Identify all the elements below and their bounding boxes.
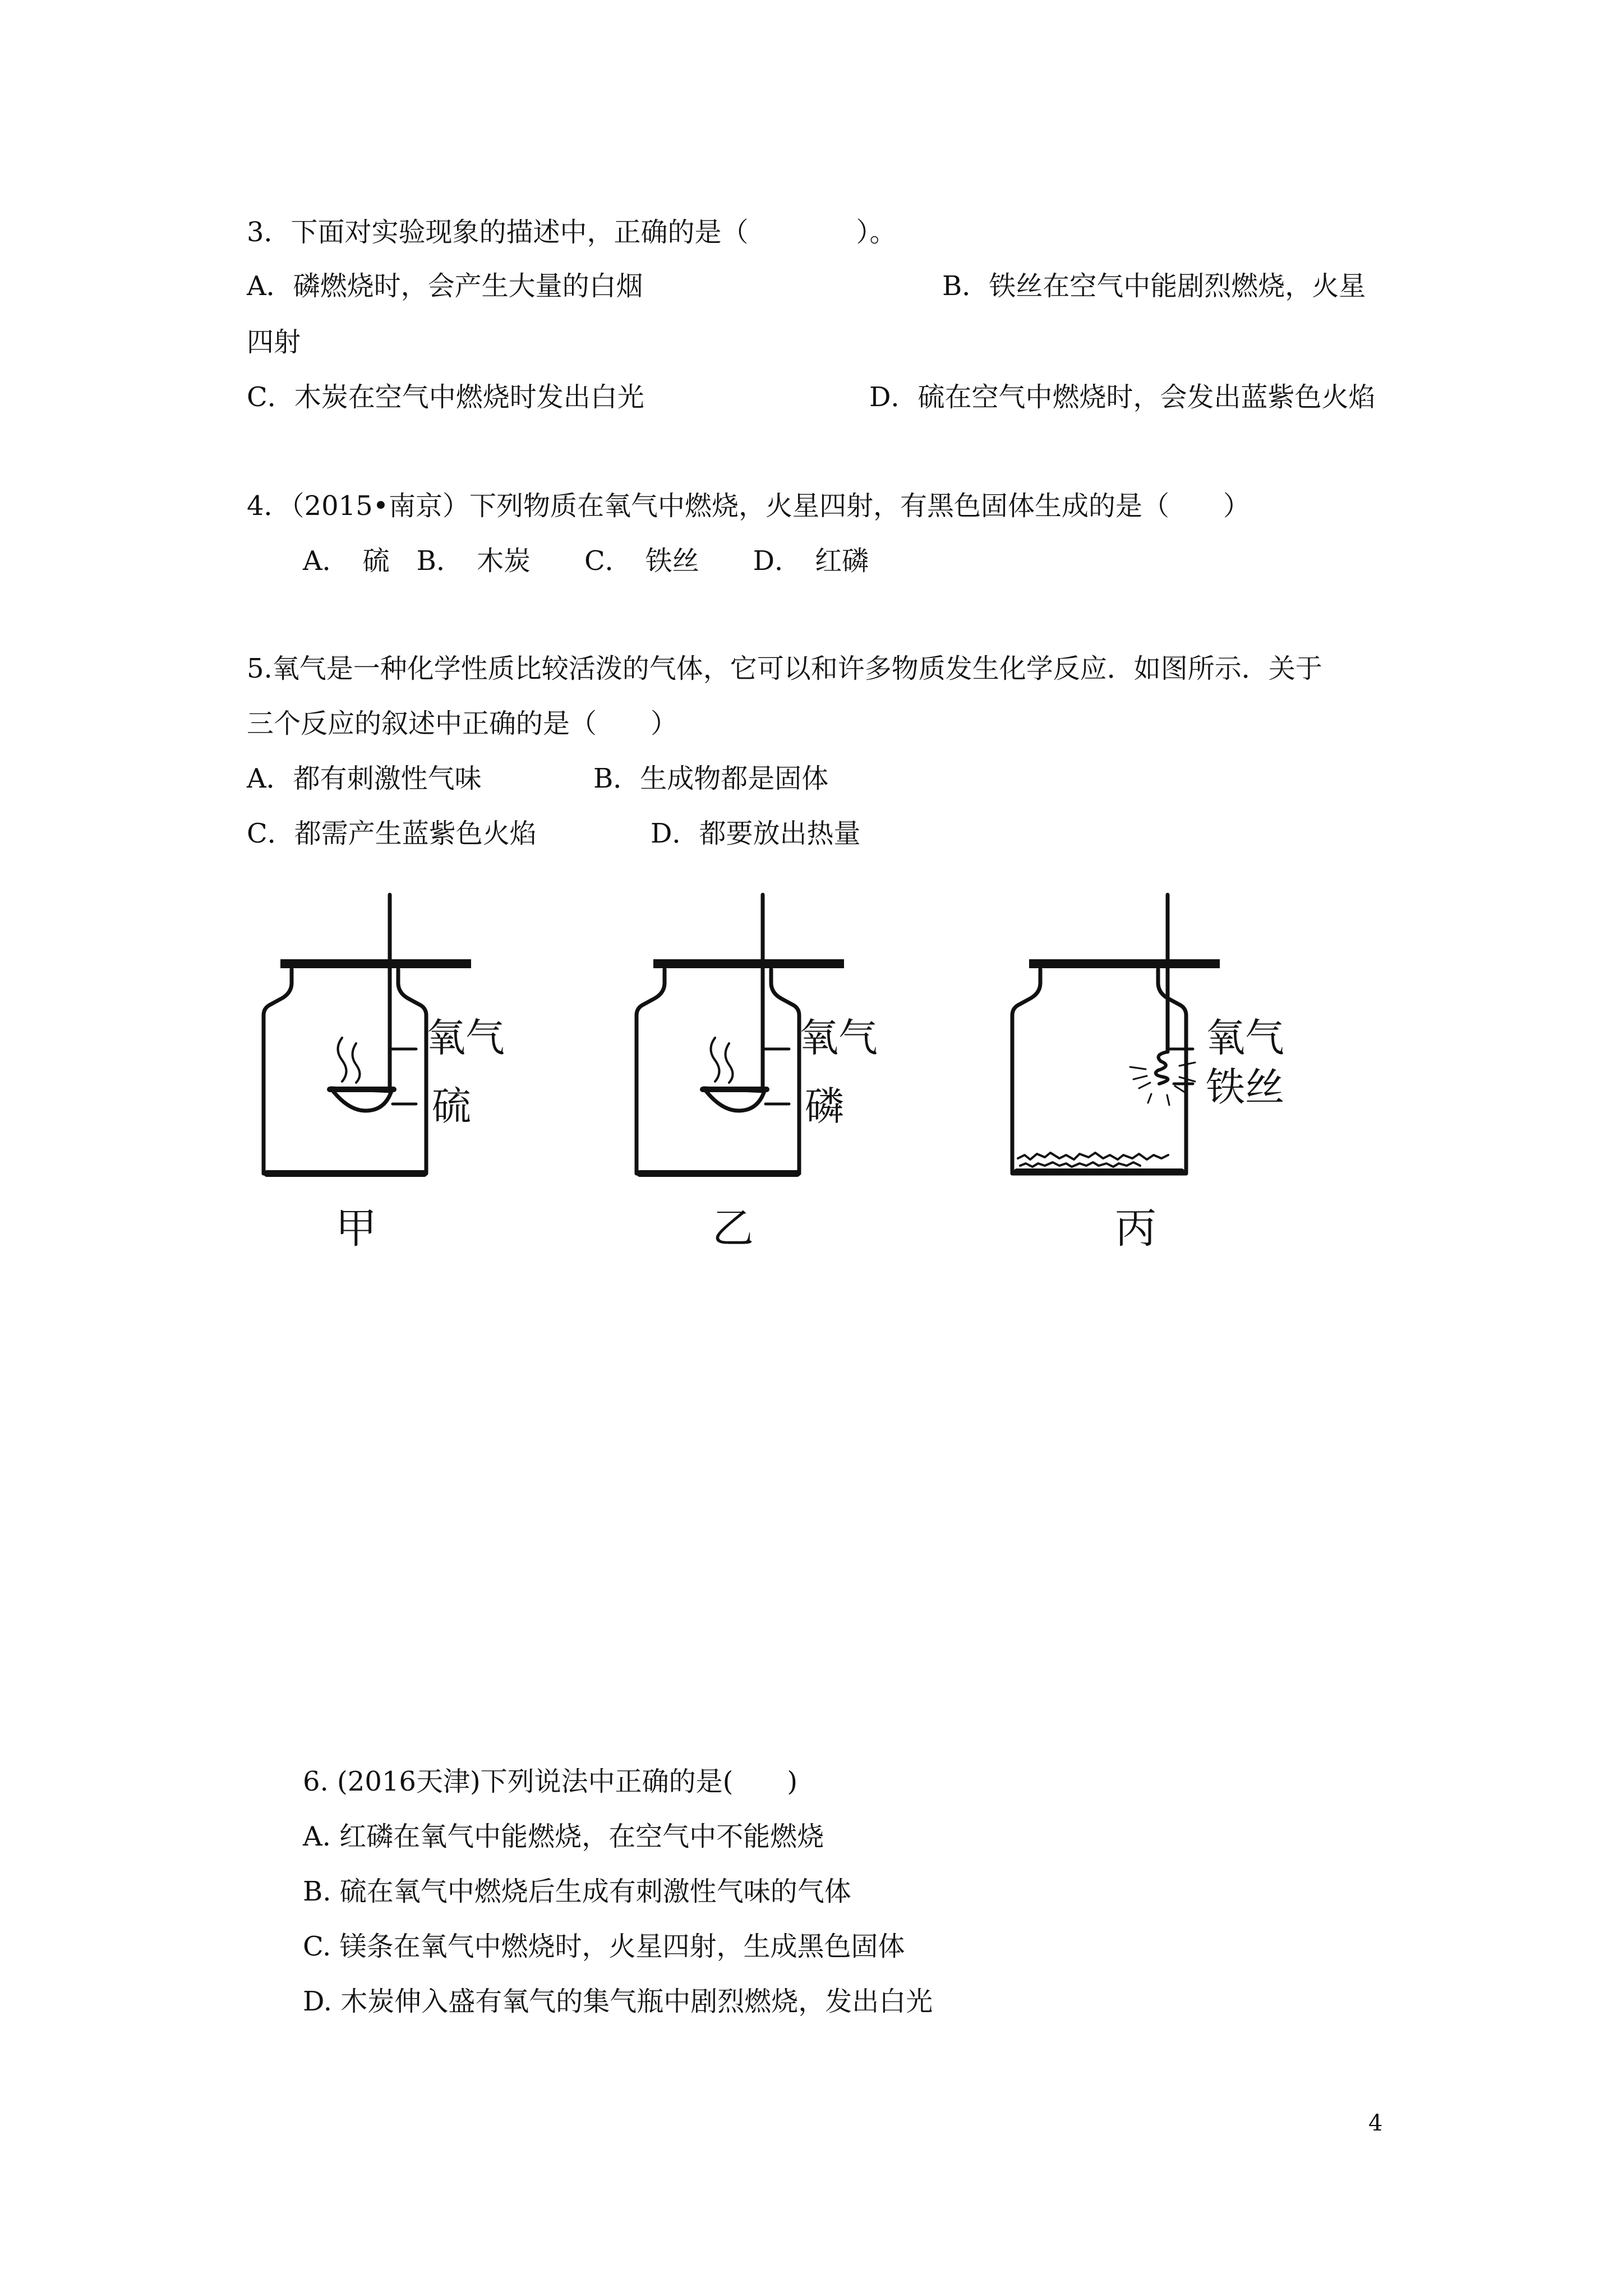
q6-stem: 6. (2016天津)下列说法中正确的是( ) bbox=[303, 1766, 798, 1797]
jar2-oxygen-label: 氧气 bbox=[799, 1015, 878, 1061]
jar1-oxygen-label: 氧气 bbox=[426, 1015, 505, 1061]
q6-option-c: C. 镁条在氧气中燃烧时，火星四射，生成黑色固体 bbox=[303, 1931, 905, 1962]
q3-option-c: C．木炭在空气中燃烧时发出白光 bbox=[247, 381, 644, 413]
jar-iron-wire bbox=[1012, 895, 1220, 1174]
q3-option-d: D．硫在空气中燃烧时，会发出蓝紫色火焰 bbox=[869, 381, 1376, 413]
q5-option-d: D．都要放出热量 bbox=[651, 818, 861, 849]
q6-option-a: A. 红磷在氧气中能燃烧，在空气中不能燃烧 bbox=[303, 1821, 824, 1852]
jar1-caption: 甲 bbox=[335, 1204, 377, 1253]
q5-option-a: A．都有刺激性气味 bbox=[247, 763, 482, 794]
q5-option-b: B．生成物都是固体 bbox=[593, 763, 829, 794]
q6-option-b: B. 硫在氧气中燃烧后生成有刺激性气味的气体 bbox=[303, 1876, 851, 1907]
q3-option-b-continued: 四射 bbox=[247, 326, 301, 358]
jar2-caption: 乙 bbox=[712, 1204, 754, 1253]
q3-option-a: A．磷燃烧时，会产生大量的白烟 bbox=[247, 270, 643, 302]
jar1-sulfur-label: 硫 bbox=[432, 1083, 471, 1129]
q6-option-d: D. 木炭伸入盛有氧气的集气瓶中剧烈燃烧，发出白光 bbox=[303, 1986, 933, 2017]
page-number: 4 bbox=[1368, 2110, 1383, 2136]
jar3-oxygen-label: 氧气 bbox=[1206, 1015, 1284, 1061]
jar3-caption: 丙 bbox=[1115, 1204, 1156, 1253]
q5-stem: 5.氧气是一种化学性质比较活泼的气体，它可以和许多物质发生化学反应．如图所示．关于 bbox=[247, 653, 1322, 684]
jar2-phosphorus-label: 磷 bbox=[805, 1083, 844, 1129]
q5-stem-continued: 三个反应的叙述中正确的是（ ） bbox=[247, 708, 678, 739]
q3-stem: 3．下面对实验现象的描述中，正确的是（ ）。 bbox=[247, 217, 897, 248]
q5-option-c: C．都需产生蓝紫色火焰 bbox=[247, 818, 537, 849]
q4-stem: 4．（2015•南京）下列物质在氧气中燃烧，火星四射，有黑色固体生成的是（ ） bbox=[247, 490, 1251, 522]
q3-option-b: B．铁丝在空气中能剧烈燃烧，火星 bbox=[942, 270, 1366, 302]
q4-options: A． 硫 B． 木炭 C． 铁丝 D． 红磷 bbox=[303, 545, 869, 577]
jar3-iron-wire-label: 铁丝 bbox=[1206, 1064, 1284, 1110]
